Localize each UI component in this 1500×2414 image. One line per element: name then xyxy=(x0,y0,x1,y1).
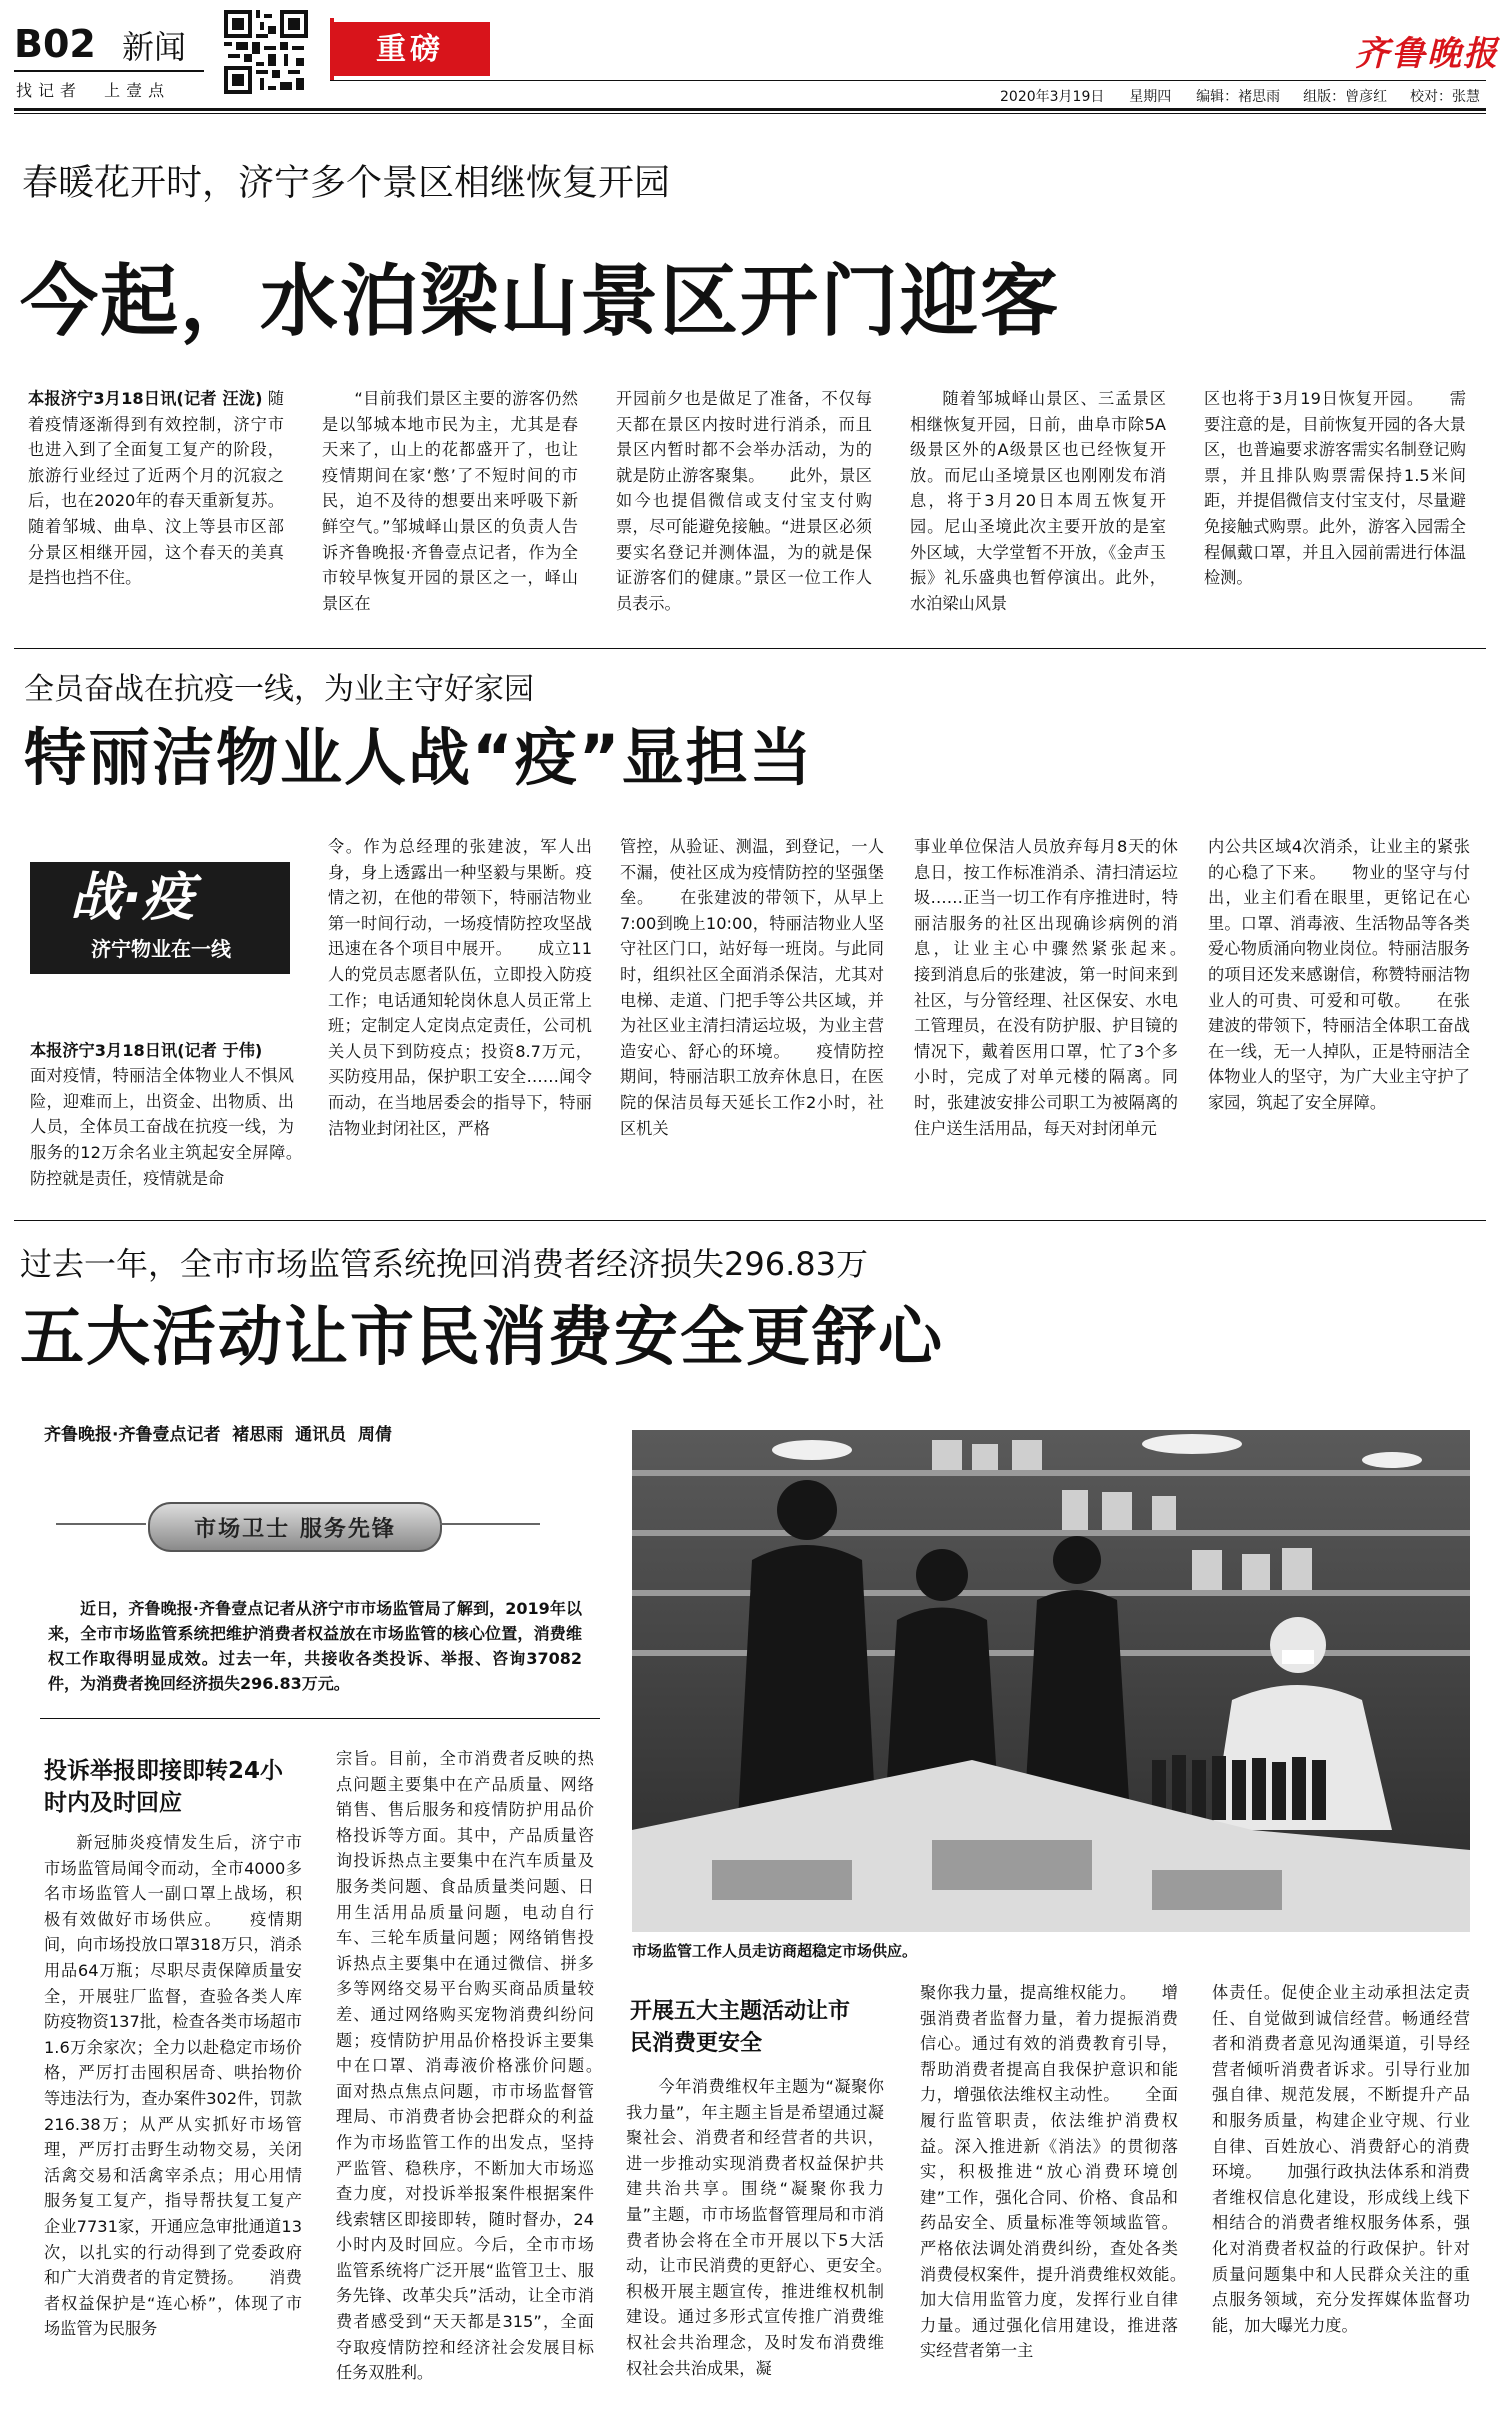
story1-column-3: 开园前夕也是做足了准备，不仅每天都在景区内按时进行消杀，而且景区内暂时都不会举办活动，为的就是防止游客聚集。 此外，景区如今也提倡微信或支付宝支付购票，尽可能避免接触。“进景区必须要实名登记并测体温，为的就是保证游客们的健康。”景区一位工作人员表示。 xyxy=(616,389,872,613)
story1-kicker: 春暖花开时，济宁多个景区相继恢复开园 xyxy=(22,162,671,204)
story3-column-5: 体责任。促使企业主动承担法定责任、自觉做到诚信经营。畅通经营者和消费者意见沟通渠道，引导经营者倾听消费者诉求。引导行业加强自律、规范发展，不断提升产品和服务质量，构建企业守规、行业自律、百姓放心、消费舒心的消费环境。 加强行政执法体系和消费者维权信息化建设，形成线上线下相结合的消费者维权服务体系，强化对消费者权益的行政保护。针对质量问题集中和人民群众关注的重点服务领域，充分发挥媒体监督功能，加大曝光力度。 xyxy=(1212,1983,1470,2335)
story1-column-5: 区也将于3月19日恢复开园。 需要注意的是，目前恢复开园的各大景区，也普遍要求游客需实名制登记购票，并且排队购票需保持1.5米间距，并提倡微信支付宝支付，尽量避免接触式购票。此外，游客入园需全程佩戴口罩，并且入园前需进行体温检测。 xyxy=(1204,389,1466,588)
story1-byline: 本报济宁3月18日讯(记者 汪泷) xyxy=(28,389,263,408)
market-inspection-photo xyxy=(632,1430,1470,1932)
photo-caption: 市场监管工作人员走访商超稳定市场供应。 xyxy=(632,1942,918,1960)
story3-subhead-2: 开展五大主题活动让市民消费更安全 xyxy=(630,1999,851,2056)
paper-name: 齐鲁晚报 xyxy=(1355,34,1499,74)
story1-column-4: 随着邹城峄山景区、三孟景区相继恢复开园，日前，曲阜市除5A级景区外的A级景区也已经恢复开放。而尼山圣境景区也刚刚发布消息，将于3月20日本周五恢复开园。尼山圣境此次主要开放的是室外区域，大学堂暂不开放，《金声玉振》礼乐盛典也暂停演出。此外，水泊梁山风景 xyxy=(910,389,1166,613)
service-banner-text: 市场卫士 服务先锋 xyxy=(194,1517,396,1542)
story3-column-2: 宗旨。目前，全市消费者反映的热点问题主要集中在产品质量、网络销售、售后服务和疫情防护用品价格投诉等方面。其中，产品质量咨询投诉热点主要集中在汽车质量及服务类问题、食品质量类问题、日用生活用品质量问题，电动自行车、三轮车质量问题；网络销售投诉热点主要集中在通过微信、拼多多等网络交易平台购买商品质量较差、通过网络购买宠物消费纠纷问题；疫情防护用品价格投诉主要集中在口罩、消毒液价格涨价问题。 面对热点焦点问题，市市场监督管理局、市消费者协会把群众的利益作为市场监管工作的出发点，坚持严监管、稳秩序，不断加大市场巡查力度，对投诉举报案件根据案件线索辖区即接即转，随时督办，24小时内及时回应。今后，全市市场监管系统将广泛开展“监管卫士、服务先锋、改革尖兵”活动，让全市消费者感受到“天天都是315”，全面夺取疫情防控和经济社会发展目标任务双胜利。 xyxy=(336,1749,627,2383)
story3-byline: 齐鲁晚报·齐鲁壹点记者 褚思雨 通讯员 周倩 xyxy=(44,1425,392,1445)
story2-column-4: 事业单位保洁人员放弃每月8天的休息日，按工作标准消杀、清扫清运垃圾……正当一切工作有序推进时，特丽洁服务的社区出现确诊病例的消息，让业主心中骤然紧张起来。 接到消息后的张建波，第一时间来到社区，与分管经理、社区保安、水电工管理员，在没有防护服、护目镜的情况下，戴着医用口罩，忙了3个多小时，完成了对单元楼的隔离。同时，张建波安排公司职工为被隔离的住户送生活用品，每天对封闭单元 xyxy=(914,837,1211,1138)
story3-column-1: 新冠肺炎疫情发生后，济宁市市场监管局闻令而动，全市4000多名市场监管人一副口罩上战场，积极有效做好市场供应。 疫情期间，向市场投放口罩318万只，消杀用品64万瓶；尽职尽责保障质量安全，开展驻厂监督，查验各类人库防疫物资137批，检查各类市场超市1.6万余家次；全力以赴稳定市场价格，严厉打击囤积居奇、哄抬物价等违法行为，查办案件302件，罚款216.38万；从严从实抓好市场管理，严厉打击野生动物交易，关闭活禽交易和活禽宰杀点；用心用情服务复工复产，指导帮扶复工复产企业7731家，开通应急审批通道13次，以扎实的行动得到了党委政府和广大消费者的肯定赞扬。 消费者权益保护是“连心桥”，体现了市场监管为民服务 xyxy=(44,1833,302,2339)
story2-column-2: 令。作为总经理的张建波，军人出身，身上透露出一种坚毅与果断。疫情之初，在他的带领下，特丽洁物业第一时间行动，一场疫情防控攻坚战迅速在各个项目中展开。 成立11人的党员志愿者队伍，立即投入防疫工作；电话通知轮岗休息人员正常上班；定制定人定岗点定责任，公司机关人员下到防疫点；投资8.7万元，买防疫用品，保护职工安全……闻令而动，在当地居委会的指导下，特丽洁物业封闭社区，严格 xyxy=(328,837,592,1138)
designer: 组版：曾彦红 xyxy=(1303,89,1388,105)
story2-column-1 xyxy=(30,1012,327,1188)
proofreader: 校对：张慧 xyxy=(1409,89,1480,105)
story1-column-2: “目前我们景区主要的游客仍然是以邹城本地市民为主，尤其是春天来了，山上的花都盛开了，也让疫情期间在家‘憋’了不短时间的市民，迫不及待的想要出来呼吸下新鲜空气。”邹城峄山景区的负责人告诉齐鲁晚报·齐鲁壹点记者，作为全市较早恢复开园的景区之一，峄山景区在 xyxy=(322,389,578,613)
story2-column-3: 管控，从验证、测温，到登记，一人不漏，使社区成为疫情防控的坚强堡垒。 在张建波的带领下，从早上7:00到晚上10:00，特丽洁物业人坚守社区门口，站好每一班岗。与此同时，组织社区全面消杀保洁，尤其对电梯、走道、门把手等公共区域，并为社区业主清扫清运垃圾，为业主营造安心、舒心的环境。 疫情防控期间，特丽洁职工放弃休息日，在医院的保洁员每天延长工作2小时，社区机关 xyxy=(620,837,884,1138)
story3-kicker: 过去一年，全市市场监管系统挽回消费者经济损失296.83万 xyxy=(20,1245,868,1283)
story2-kicker: 全员奋战在抗疫一线，为业主守好家园 xyxy=(24,672,534,707)
banner-label: 重磅 xyxy=(376,32,444,67)
story1-col1-text: 随着疫情逐渐得到有效控制，济宁市也进入到了全面复工复产的阶段，旅游行业经过了近两个月的沉寂之后，也在2020年的春天重新复苏。随着邹城、曲阜、汶上等县市区部分景区相继开园，这个春天的美真是挡也挡不住。 xyxy=(28,389,284,588)
issue-info xyxy=(1000,86,1480,106)
qr-code-icon[interactable] xyxy=(224,10,308,94)
story3-headline: 五大活动让市民消费安全更舒心 xyxy=(20,1301,944,1375)
badge-big-text: 战·疫 xyxy=(70,868,194,928)
story1-column-1 xyxy=(28,386,284,616)
service-banner xyxy=(148,1502,442,1552)
editor: 编辑：褚思雨 xyxy=(1196,89,1281,105)
story2-col1-text: 面对疫情，特丽洁全体物业人不惧风险，迎难而上，出资金、出物质、出人员，全体员工奋战在抗疫一线，为服务的12万余名业主筑起安全屏障。 防控就是责任，疫情就是命 xyxy=(30,1066,327,1188)
issue-weekday: 星期四 xyxy=(1129,89,1172,105)
badge-small-text: 济宁物业在一线 xyxy=(91,937,231,961)
anti-epidemic-badge xyxy=(30,862,290,974)
story2-column-5: 内公共区域4次消杀，让业主的紧张的心稳了下来。 物业的坚守与付出，业主们看在眼里，更铭记在心里。口罩、消毒液、生活物品等各类爱心物质涌向物业岗位。特丽洁服务的项目还发来感谢信，称赞特丽洁物业人的可贵、可爱和可敬。 在张建波的带领下，特丽洁全体职工奋战在一线，无一人掉队，正是特丽洁全体物业人的坚守，为广大业主守护了家园，筑起了安全屏障。 xyxy=(1208,837,1470,1112)
story1-headline: 今起，水泊梁山景区开门迎客 xyxy=(20,257,1061,347)
story3-column-3: 今年消费维权年主题为“凝聚你我力量”，年主题主旨是希望通过凝聚社会、消费者和经营者的共识，进一步推动实现消费者权益保护共建共治共享。围绕“凝聚你我力量”主题，市市场监督管理局和市消费者协会将在全市开展以下5大活动，让市民消费的更舒心、更安全。 积极开展主题宣传，推进维权机制建设。通过多形式宣传推广消费维权社会共治理念，及时发布消费维权社会共治成果，凝 xyxy=(626,2077,917,2378)
section-name: 新闻 xyxy=(122,28,187,66)
story2-byline: 本报济宁3月18日讯(记者 于伟) xyxy=(30,1040,263,1060)
story2-headline: 特丽洁物业人战“疫”显担当 xyxy=(24,721,814,794)
qr-caption: 找记者 上壹点 xyxy=(16,81,171,100)
page-number: B02 xyxy=(14,22,96,66)
story3-subhead-1: 投诉举报即接即转24小时内及时回应 xyxy=(44,1758,284,1816)
story3-lead: 近日，齐鲁晚报·齐鲁壹点记者从济宁市市场监管局了解到，2019年以来，全市市场监管系统把维护消费者权益放在市场监管的核心位置，消费维权工作取得明显成效。过去一年，共接收各类投诉、举报、咨询37082件，为消费者挽回经济损失296.83万元。 xyxy=(48,1599,582,1693)
issue-date: 2020年3月19日 xyxy=(1000,89,1105,105)
story3-column-4: 聚你我力量，提高维权能力。 增强消费者监督力量，着力提振消费信心。通过有效的消费教育引导，帮助消费者提高自我保护意识和能力，增强依法维权主动性。 全面履行监管职责，依法维护消费权益。深入推进新《消法》的贯彻落实，积极推进“放心消费环境创建”工作，强化合同、价格、食品和药品安全、质量标准等领域监管。严格依法调处消费纠纷，查处各类消费侵权案件，提升消费维权效能。 加大信用监管力度，发挥行业自律力量。通过强化信用建设，推进落实经营者第一主 xyxy=(920,1983,1211,2361)
